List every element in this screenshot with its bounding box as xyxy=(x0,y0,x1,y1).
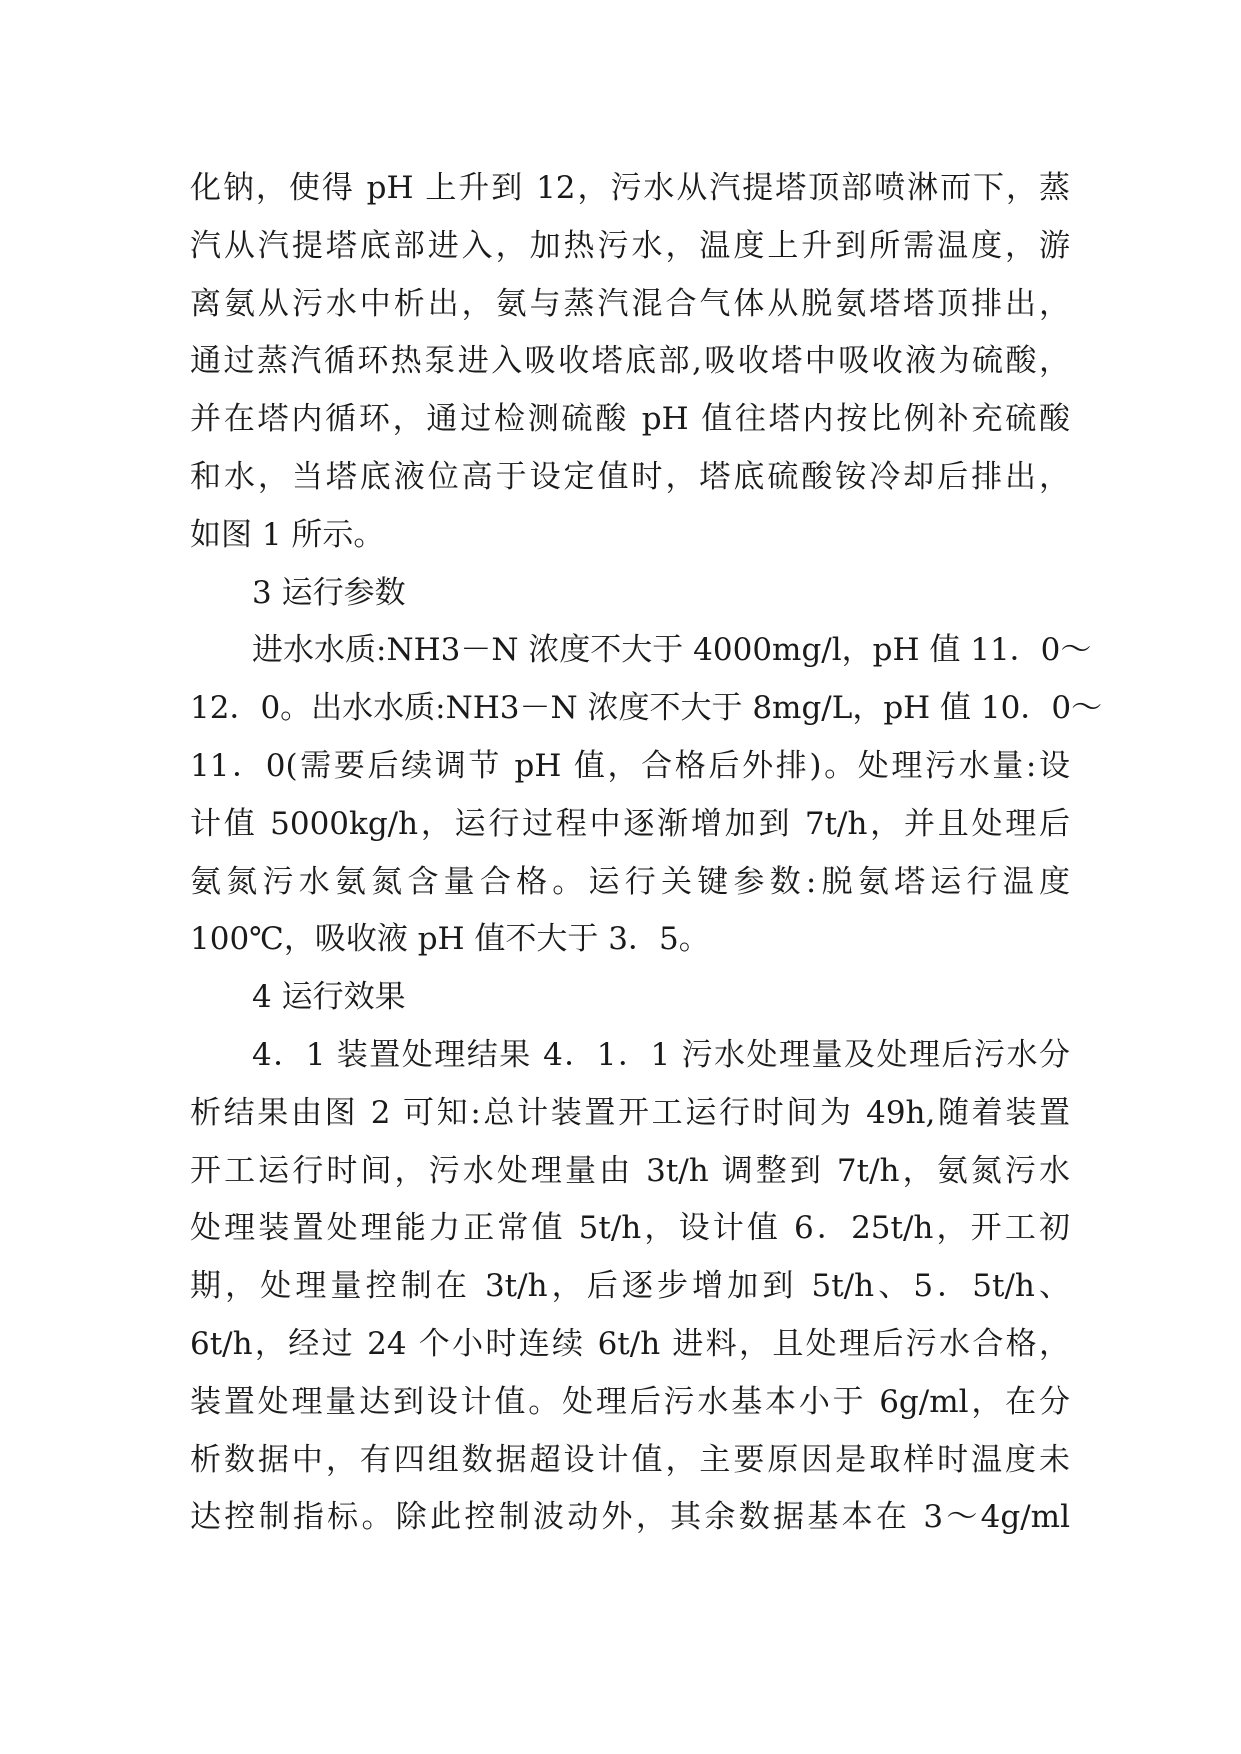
text-line: 达控制指标。除此控制波动外，其余数据基本在 3～4g/ml xyxy=(190,1499,1070,1536)
text-line: 处理装置处理能力正常值 5t/h，设计值 6．25t/h，开工初 xyxy=(190,1210,1070,1247)
text-line: 进水水质:NH3－N 浓度不大于 4000mg/l，pH 值 11．0～ xyxy=(252,632,1092,669)
text-line: 氨氮污水氨氮含量合格。运行关键参数:脱氨塔运行温度 xyxy=(190,863,1070,900)
text-line: 汽从汽提塔底部进入，加热污水，温度上升到所需温度，游 xyxy=(190,227,1070,264)
text-line: 离氨从污水中析出，氨与蒸汽混合气体从脱氨塔塔顶排出， xyxy=(190,285,1070,322)
text-line: 化钠，使得 pH 上升到 12，污水从汽提塔顶部喷淋而下，蒸 xyxy=(190,170,1070,206)
text-line: 4．1 装置处理结果 4．1．1 污水处理量及处理后污水分 xyxy=(252,1036,1070,1073)
text-line: 11．0(需要后续调节 pH 值，合格后外排)。处理污水量:设 xyxy=(190,747,1070,784)
article-text xyxy=(190,160,1103,1547)
text-line: 如图 1 所示。 xyxy=(190,516,385,553)
text-line: 析数据中，有四组数据超设计值，主要原因是取样时温度未 xyxy=(190,1441,1070,1478)
section-heading: 3 运行参数 xyxy=(252,574,406,611)
text-line: 计值 5000kg/h，运行过程中逐渐增加到 7t/h，并且处理后 xyxy=(190,805,1070,842)
text-line: 装置处理量达到设计值。处理后污水基本小于 6g/ml，在分 xyxy=(190,1383,1070,1420)
text-line: 期，处理量控制在 3t/h，后逐步增加到 5t/h、5．5t/h、 xyxy=(190,1268,1070,1305)
text-line: 100℃，吸收液 pH 值不大于 3．5。 xyxy=(190,921,710,958)
text-line: 通过蒸汽循环热泵进入吸收塔底部,吸收塔中吸收液为硫酸， xyxy=(190,343,1070,380)
text-line: 开工运行时间，污水处理量由 3t/h 调整到 7t/h，氨氮污水 xyxy=(190,1152,1070,1189)
text-line: 和水，当塔底液位高于设定值时，塔底硫酸铵冷却后排出， xyxy=(190,458,1070,495)
text-line: 并在塔内循环，通过检测硫酸 pH 值往塔内按比例补充硫酸 xyxy=(190,401,1070,438)
text-line: 12．0。出水水质:NH3－N 浓度不大于 8mg/L，pH 值 10．0～ xyxy=(190,690,1103,727)
text-line: 6t/h，经过 24 个小时连续 6t/h 进料，且处理后污水合格， xyxy=(190,1325,1070,1362)
text-line: 析结果由图 2 可知:总计装置开工运行时间为 49h,随着装置 xyxy=(190,1094,1070,1131)
section-heading: 4 运行效果 xyxy=(252,979,406,1016)
